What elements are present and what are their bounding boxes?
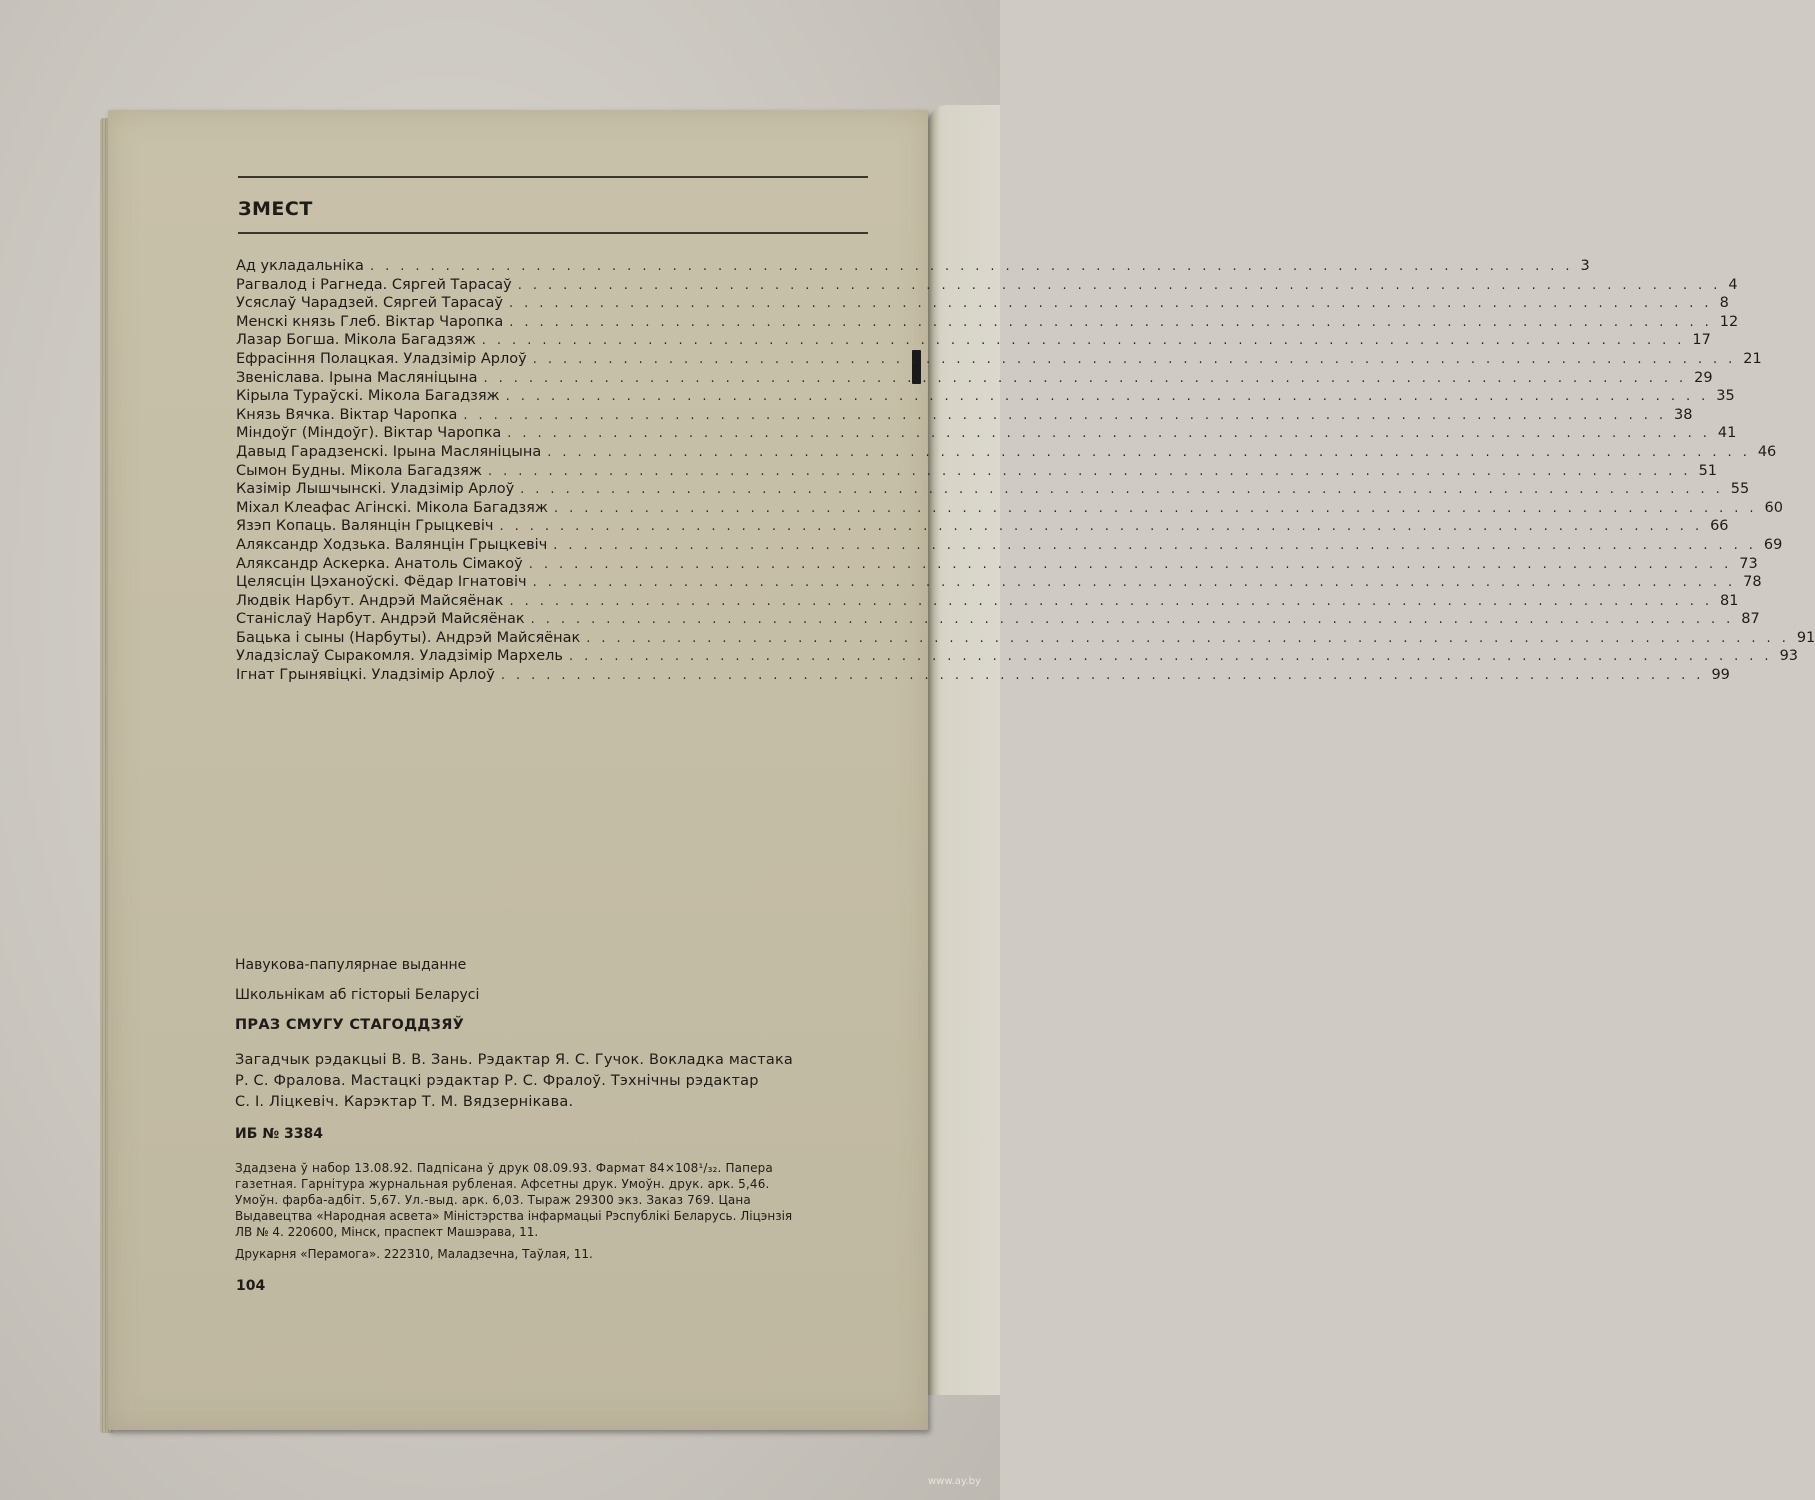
toc-entry	[236, 406, 1693, 426]
dot-leader: ................................................................................	[547, 444, 1758, 460]
publisher-line: Выдавецтва «Народная асвета» Міністэрства інфармацыі Рэспублікі Беларусь. Ліцэнзія	[235, 1209, 793, 1223]
toc-entry-label: Уладзіслаў Сыракомля. Уладзімір Мархель	[236, 648, 563, 665]
toc-entry-label: Целясцін Цэханоўскі. Фёдар Ігнатовіч	[236, 574, 527, 591]
print-line: Здадзена ў набор 13.08.92. Падпісана ў друк 08.09.93. Фармат 84×108¹/₃₂. Папера	[235, 1161, 773, 1175]
page-number: 104	[236, 1278, 266, 1294]
dot-leader: ................................................................................	[553, 537, 1764, 553]
toc-entry-page: 21	[1743, 350, 1762, 367]
toc-entry-label: Лазар Богша. Мікола Багадзяж	[236, 332, 476, 349]
toc-entry-label: Аляксандр Аскерка. Анатоль Сімакоў	[236, 555, 523, 572]
printing-house: Друкарня «Перамога». 222310, Маладзечна, Таўлая, 11.	[235, 1247, 593, 1261]
toc-entry-page: 12	[1719, 313, 1739, 330]
dot-leader: ................................................................................	[508, 296, 1720, 312]
series-name: Школьнікам аб гісторыі Беларусі	[235, 987, 480, 1003]
title-rule	[238, 232, 868, 234]
dot-leader: ................................................................................	[481, 333, 1693, 349]
toc-entry-label: Звеніслава. Ірына Масляніцына	[236, 369, 478, 386]
toc-entry-page: 66	[1710, 518, 1729, 535]
toc-entry-label: Казімір Лышчынскі. Уладзімір Арлоў	[236, 481, 515, 498]
dot-leader: ................................................................................	[517, 277, 1729, 293]
toc-entry-page: 87	[1741, 611, 1760, 628]
toc-entry-page: 29	[1694, 369, 1713, 386]
toc-entry-page: 8	[1719, 295, 1729, 312]
credits-line: Р. С. Фралова. Мастацкі рэдактар Р. С. Фралоў. Тэхнічны рэдактар	[235, 1073, 759, 1089]
book-title: ПРАЗ СМУГУ СТАГОДДЗЯЎ	[235, 1017, 465, 1033]
dot-leader: ................................................................................	[463, 407, 1674, 423]
dot-leader: ................................................................................	[507, 426, 1718, 442]
credits-line: С. І. Ліцкевіч. Карэктар Т. М. Вядзернікава.	[235, 1094, 574, 1110]
dot-leader: ................................................................................	[499, 519, 1711, 535]
toc-entry-page: 35	[1716, 388, 1735, 405]
toc-entry	[236, 574, 1762, 593]
toc-entry	[236, 350, 1762, 370]
toc-entry	[236, 369, 1713, 389]
table-of-contents	[236, 258, 1815, 686]
toc-entry-page: 38	[1673, 406, 1693, 423]
toc-entry-page: 46	[1757, 443, 1777, 460]
toc-entry-label: Ад укладальніка	[236, 258, 364, 274]
dot-leader: ................................................................................	[520, 482, 1731, 498]
publisher-line: ЛВ № 4. 220600, Мінск, праспект Машэрава, 11.	[235, 1225, 539, 1239]
toc-entry-label: Князь Вячка. Віктар Чаропка	[236, 406, 458, 423]
toc-entry	[236, 648, 1799, 667]
dot-leader: ................................................................................	[500, 668, 1712, 684]
toc-entry-label: Ігнат Грынявіцкі. Уладзімір Арлоў	[236, 667, 495, 684]
toc-entry-label: Сымон Будны. Мікола Багадзяж	[236, 462, 482, 479]
toc-entry	[236, 536, 1783, 556]
toc-entry-page: 41	[1717, 425, 1737, 442]
toc-entry-page: 17	[1692, 332, 1711, 349]
toc-entry-page: 69	[1763, 536, 1783, 553]
toc-entry	[236, 295, 1729, 314]
print-line: газетная. Гарнітура журнальная рубленая. Афсетны друк. Умоўн. друк. арк. 5,46.	[235, 1177, 770, 1191]
dot-leader: ................................................................................	[553, 500, 1765, 516]
toc-entry-label: Кірыла Тураўскі. Мікола Багадзяж	[236, 388, 500, 405]
toc-entry	[236, 332, 1711, 351]
dot-leader: ................................................................................	[369, 259, 1581, 274]
toc-entry-page: 93	[1779, 648, 1799, 665]
toc-entry-label: Людвік Нарбут. Андрэй Майсяёнак	[236, 592, 504, 609]
toc-entry-label: Аляксандр Ходзька. Валянцін Грыцкевіч	[236, 536, 548, 553]
toc-entry-label: Ефрасіння Полацкая. Уладзімір Арлоў	[236, 350, 527, 367]
toc-entry	[236, 443, 1777, 463]
dot-leader: ................................................................................	[487, 463, 1699, 479]
toc-entry-page: 4	[1728, 276, 1738, 293]
toc-entry	[236, 388, 1735, 407]
toc-entry-page: 78	[1743, 574, 1762, 591]
top-rule	[238, 176, 868, 178]
dot-leader: ................................................................................	[532, 575, 1744, 591]
toc-entry-page: 3	[1580, 258, 1590, 274]
toc-entry-label: Бацька і сыны (Нарбуты). Андрэй Майсяёнак	[236, 629, 581, 646]
print-line: Умоўн. фарба-адбіт. 5,67. Ул.-выд. арк. 6,03. Тыраж 29300 экз. Заказ 769. Цана	[235, 1193, 751, 1207]
toc-entry-label: Менскі князь Глеб. Віктар Чаропка	[236, 313, 504, 330]
toc-entry-label: Міндоўг (Міндоўг). Віктар Чаропка	[236, 425, 502, 442]
editorial-credits	[235, 1050, 885, 1113]
toc-entry	[236, 481, 1750, 500]
toc-entry-page: 81	[1720, 592, 1739, 609]
toc-title: ЗМЕСТ	[238, 198, 313, 220]
toc-entry-page: 99	[1711, 667, 1730, 684]
toc-entry-page: 73	[1739, 555, 1758, 572]
toc-entry	[236, 518, 1729, 537]
toc-entry	[236, 276, 1738, 296]
dot-leader: ................................................................................	[532, 351, 1744, 367]
dot-leader: ................................................................................	[586, 630, 1797, 646]
toc-entry	[236, 499, 1783, 519]
toc-entry-label: Усяслаў Чарадзей. Сяргей Тарасаў	[236, 295, 503, 312]
toc-entry	[236, 425, 1737, 444]
toc-entry	[236, 611, 1760, 630]
dot-leader: ................................................................................	[509, 314, 1720, 330]
ib-number: ИБ № 3384	[235, 1126, 323, 1142]
toc-entry-label: Давыд Гарадзенскі. Ірына Масляніцына	[236, 443, 542, 460]
watermark: www.ay.by	[928, 1476, 981, 1487]
toc-entry-label: Міхал Клеафас Агінскі. Мікола Багадзяж	[236, 499, 548, 516]
toc-entry-label: Станіслаў Нарбут. Андрэй Майсяёнак	[236, 611, 525, 628]
dot-leader: ................................................................................	[483, 370, 1695, 386]
publisher-info	[235, 1208, 885, 1240]
toc-entry	[236, 555, 1758, 575]
toc-entry	[236, 592, 1739, 612]
dot-leader: ................................................................................	[568, 649, 1780, 665]
dot-leader: ................................................................................	[528, 556, 1740, 572]
toc-entry	[236, 629, 1815, 649]
publication-genre: Навукова-папулярнае выданне	[235, 957, 467, 973]
toc-entry-label: Рагвалод і Рагнеда. Сяргей Тарасаў	[236, 276, 512, 293]
toc-entry-page: 60	[1764, 499, 1783, 516]
toc-entry	[236, 667, 1730, 686]
dot-leader: ................................................................................	[505, 389, 1717, 405]
toc-entry-page: 55	[1730, 481, 1750, 498]
toc-entry-label: Язэп Копаць. Валянцін Грыцкевіч	[236, 518, 494, 535]
toc-entry	[236, 313, 1739, 333]
dot-leader: ................................................................................	[509, 593, 1721, 609]
toc-entry	[236, 258, 1590, 277]
toc-entry	[236, 462, 1718, 482]
toc-entry-page: 51	[1698, 462, 1718, 479]
print-details	[235, 1160, 885, 1208]
credits-line: Загадчык рэдакцыі В. В. Зань. Рэдактар Я. С. Гучок. Вокладка мастака	[235, 1052, 794, 1068]
toc-entry-page: 91	[1796, 629, 1815, 646]
dot-leader: ................................................................................	[530, 612, 1742, 628]
